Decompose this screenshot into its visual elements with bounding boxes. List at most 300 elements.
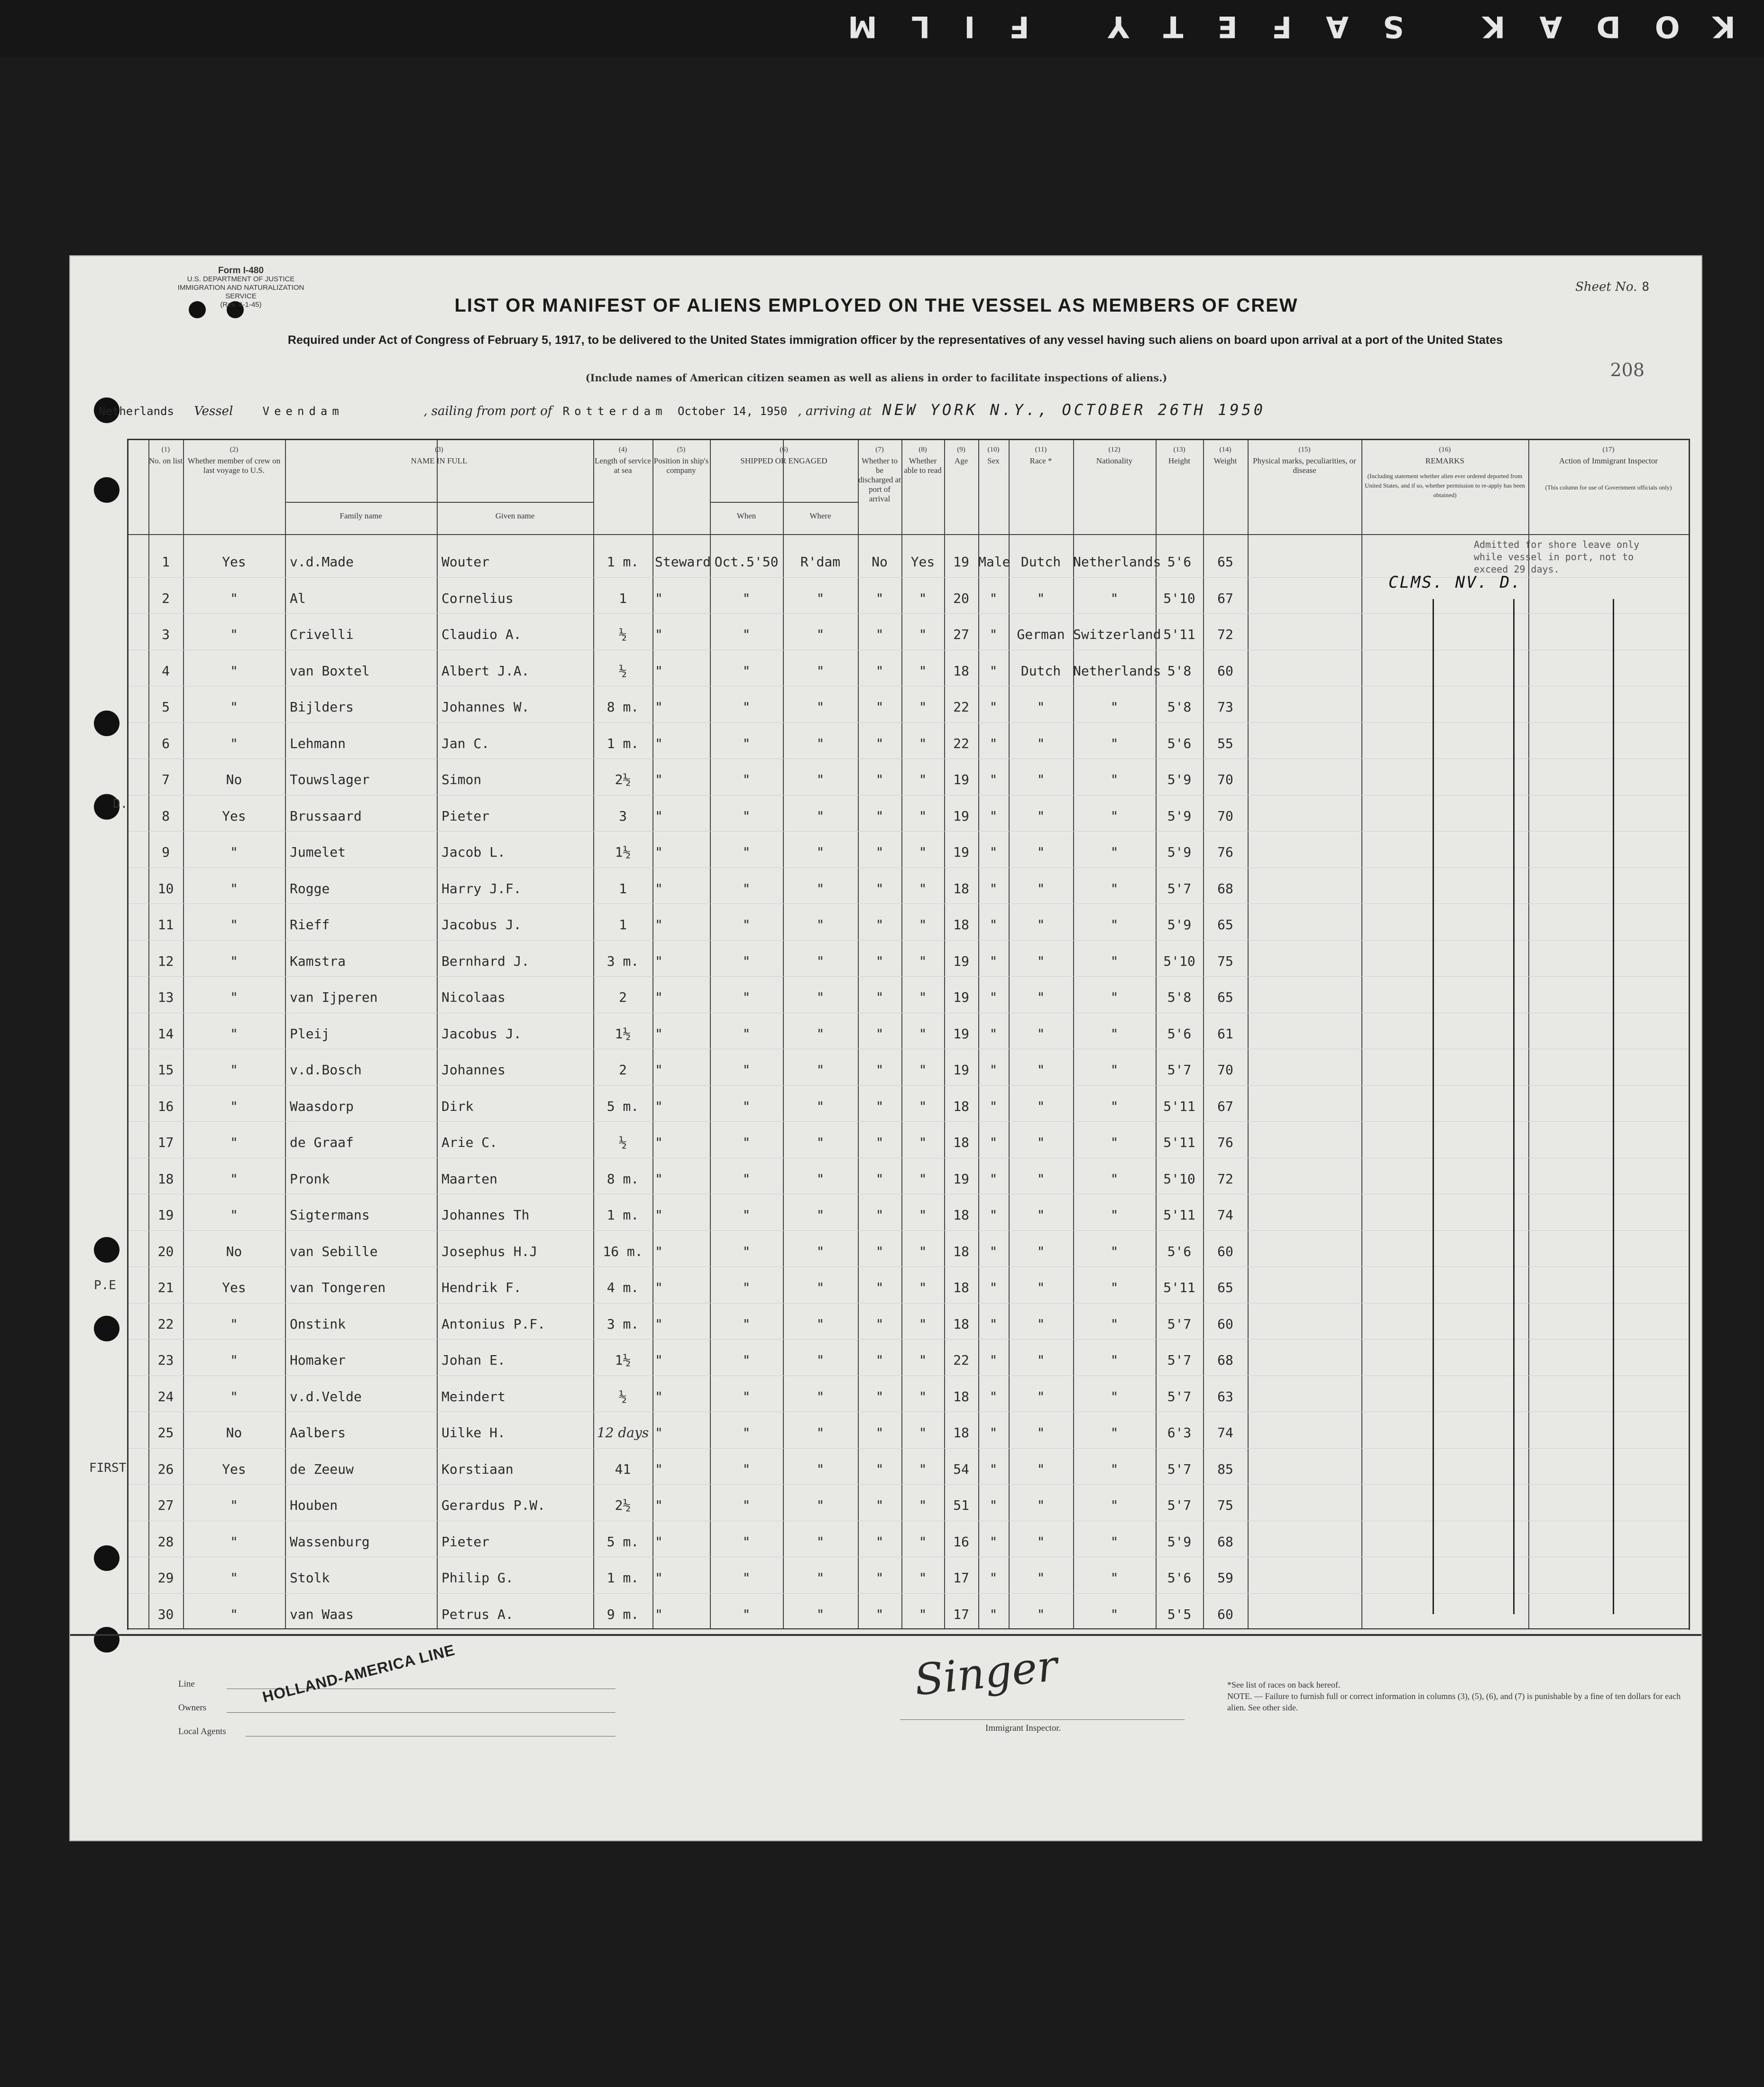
column-label: SHIPPED OR ENGAGED <box>740 456 827 465</box>
cell-service: 1 <box>619 917 627 933</box>
cell-position: " <box>655 627 663 642</box>
cell-family: van Tongeren <box>290 1280 386 1295</box>
cell-height: 5'11 <box>1163 1135 1195 1150</box>
cell-family: v.d.Velde <box>290 1388 362 1404</box>
cell-sex: " <box>989 1135 998 1150</box>
cell-weight: 70 <box>1217 808 1233 824</box>
cell-nationality: " <box>1110 1171 1119 1187</box>
cell-sex: " <box>989 917 998 933</box>
cell-nationality: " <box>1110 1570 1119 1586</box>
cell-position: " <box>655 953 663 969</box>
column-divider <box>1248 440 1249 1628</box>
cell-family: v.d.Made <box>290 554 354 570</box>
cell-where: " <box>816 1425 825 1441</box>
page-title: LIST OR MANIFEST OF ALIENS EMPLOYED ON THE VESSEL AS MEMBERS OF CREW <box>454 295 1298 316</box>
cell-no: 27 <box>157 1497 174 1513</box>
cell-given: Pieter <box>441 1533 490 1550</box>
cell-weight: 70 <box>1217 1062 1233 1078</box>
cell-given: Simon <box>441 772 482 787</box>
cell-weight: 76 <box>1217 1135 1233 1150</box>
cell-read: " <box>919 1606 927 1622</box>
cell-read: " <box>919 1025 927 1042</box>
cell-prev: Yes <box>222 1461 246 1477</box>
cell-where: " <box>816 1025 825 1042</box>
cell-read: " <box>919 1098 927 1114</box>
cell-service: 2½ <box>615 1497 631 1513</box>
cell-given: Wouter <box>441 554 490 570</box>
column-number: (12) <box>1108 446 1121 453</box>
cell-prev: " <box>230 590 238 606</box>
column-header <box>858 445 901 504</box>
cell-age: 18 <box>953 880 969 896</box>
cell-position: " <box>655 1316 663 1332</box>
cell-discharged: " <box>875 808 884 824</box>
column-header <box>183 445 285 475</box>
cell-age: 17 <box>953 1570 969 1586</box>
cell-height: 5'5 <box>1167 1606 1192 1622</box>
cell-age: 20 <box>953 590 969 606</box>
cell-service: 8 m. <box>606 699 639 715</box>
cell-age: 19 <box>953 554 969 570</box>
cell-position: " <box>655 663 663 679</box>
column-number: (17) <box>1602 446 1615 453</box>
cell-race: " <box>1037 1388 1045 1404</box>
cell-weight: 60 <box>1217 1316 1233 1332</box>
cell-nationality: " <box>1110 844 1119 860</box>
cell-position: " <box>655 1062 663 1078</box>
cell-discharged: " <box>875 1243 884 1259</box>
cell-weight: 75 <box>1217 1497 1233 1513</box>
cell-position: " <box>655 1533 663 1550</box>
cell-age: 22 <box>953 735 969 751</box>
cell-given: Harry J.F. <box>441 880 522 896</box>
column-number: (15) <box>1298 446 1311 453</box>
cell-nationality: " <box>1110 880 1119 896</box>
column-label: Whether member of crew on last voyage to U.S. <box>187 456 281 475</box>
cell-age: 18 <box>953 1388 969 1404</box>
remarks-typed: Admitted for shore leave only while vessel in port, not to exceed 29 days. <box>1474 539 1640 575</box>
signature-line <box>900 1719 1185 1720</box>
film-border <box>0 0 1764 57</box>
cell-where: " <box>816 1098 825 1114</box>
cell-prev: " <box>230 1171 238 1187</box>
cell-height: 5'8 <box>1167 699 1192 715</box>
cell-when: " <box>742 953 751 969</box>
cell-discharged: " <box>875 1425 884 1441</box>
cell-height: 5'10 <box>1163 1171 1195 1187</box>
cell-weight: 85 <box>1217 1461 1233 1477</box>
cell-when: " <box>742 1461 751 1477</box>
cell-race: " <box>1037 772 1045 787</box>
cell-family: Rogge <box>290 880 330 896</box>
cell-prev: " <box>230 699 238 715</box>
cell-discharged: " <box>875 1316 884 1332</box>
cell-read: " <box>919 953 927 969</box>
cell-race: " <box>1037 880 1045 896</box>
cell-no: 1 <box>162 554 170 570</box>
shipped-subheader-divider <box>710 502 858 503</box>
cell-given: Arie C. <box>441 1135 498 1150</box>
cell-race: " <box>1037 735 1045 751</box>
cell-service: 1 m. <box>606 735 639 751</box>
cell-sex: " <box>989 1243 998 1259</box>
cell-weight: 67 <box>1217 590 1233 606</box>
column-divider <box>1528 440 1529 1628</box>
cell-family: de Graaf <box>290 1135 354 1150</box>
row-rule <box>129 976 1689 977</box>
cell-discharged: " <box>875 1171 884 1187</box>
row-rule <box>129 940 1689 941</box>
cell-nationality: " <box>1110 1243 1119 1259</box>
cell-discharged: " <box>875 590 884 606</box>
race-note: *See list of races on back hereof. <box>1227 1680 1341 1690</box>
cell-service: ½ <box>619 627 627 642</box>
sheet-label: Sheet No. <box>1575 280 1637 294</box>
name-subheader-divider <box>285 502 593 503</box>
cell-given: Johan E. <box>441 1352 505 1368</box>
cell-age: 18 <box>953 1207 969 1223</box>
cell-discharged: " <box>875 627 884 642</box>
cell-nationality: " <box>1110 1025 1119 1042</box>
cell-no: 3 <box>162 627 170 642</box>
cell-prev: No <box>226 1425 242 1441</box>
cell-given: Nicolaas <box>441 989 505 1005</box>
column-label: Whether to be discharged at port of arrival <box>858 456 901 503</box>
cell-read: " <box>919 1171 927 1187</box>
cell-height: 5'9 <box>1167 844 1192 860</box>
cell-family: Bijlders <box>290 699 354 715</box>
cell-where: " <box>816 1171 825 1187</box>
column-header <box>652 445 710 475</box>
cell-discharged: " <box>875 1025 884 1042</box>
cell-position: " <box>655 1171 663 1187</box>
subtitle-note: (Include names of American citizen seamen as well as aliens in order to facilitate inspections of aliens.) <box>585 372 1167 384</box>
cell-read: " <box>919 627 927 642</box>
service: IMMIGRATION AND NATURALIZATION SERVICE <box>177 284 304 300</box>
cell-read: " <box>919 844 927 860</box>
cell-no: 25 <box>157 1425 174 1441</box>
cell-given: Claudio A. <box>441 627 522 642</box>
cell-height: 5'10 <box>1163 953 1195 969</box>
cell-weight: 60 <box>1217 663 1233 679</box>
cell-discharged: " <box>875 1280 884 1295</box>
cell-read: " <box>919 1570 927 1586</box>
cell-nationality: " <box>1110 1461 1119 1477</box>
subtitle: Required under Act of Congress of February 5, 1917, to be delivered to the United States immigration officer by the representatives of any vessel having such aliens on board upon arrival at a port of the United States <box>287 333 1503 347</box>
cell-where: " <box>816 1280 825 1295</box>
cell-sex: " <box>989 1461 998 1477</box>
cell-where: " <box>816 663 825 679</box>
cell-no: 9 <box>162 844 170 860</box>
cell-prev: " <box>230 1388 238 1404</box>
cell-no: 18 <box>157 1171 174 1187</box>
cell-given: Jacob L. <box>441 844 505 860</box>
cell-family: Rieff <box>290 917 330 933</box>
cell-sex: " <box>989 808 998 824</box>
cell-family: Lehmann <box>290 735 346 751</box>
cell-height: 5'6 <box>1167 554 1192 570</box>
cell-service: 2½ <box>615 772 631 787</box>
form-number: Form I-480 <box>218 266 264 276</box>
cell-prev: " <box>230 989 238 1005</box>
column-number: (11) <box>1035 446 1047 453</box>
cell-race: " <box>1037 1025 1045 1042</box>
cell-height: 5'11 <box>1163 1207 1195 1223</box>
cell-when: " <box>742 1207 751 1223</box>
cell-read: " <box>919 699 927 715</box>
cell-where: " <box>816 699 825 715</box>
column-number: (5) <box>677 446 686 453</box>
row-rule <box>129 1266 1689 1267</box>
column-label: Age <box>954 456 968 465</box>
cell-weight: 65 <box>1217 1280 1233 1295</box>
cell-given: Meindert <box>441 1388 505 1404</box>
column-header <box>710 445 858 466</box>
cell-family: van Waas <box>290 1606 354 1622</box>
crew-table <box>127 439 1690 1630</box>
cell-sex: " <box>989 1497 998 1513</box>
sheet-number <box>1575 280 1649 294</box>
cell-given: Uilke H. <box>441 1425 505 1441</box>
cell-when: " <box>742 1388 751 1404</box>
cell-service: 3 m. <box>606 1316 639 1332</box>
cell-age: 22 <box>953 699 969 715</box>
cell-discharged: " <box>875 917 884 933</box>
cell-given: Jan C. <box>441 735 490 751</box>
column-label: Family name <box>340 511 382 520</box>
cell-family: Stolk <box>290 1570 330 1586</box>
cell-race: " <box>1037 699 1045 715</box>
cell-weight: 55 <box>1217 735 1233 751</box>
cell-sex: " <box>989 989 998 1005</box>
cell-discharged: " <box>875 663 884 679</box>
cell-race: " <box>1037 1497 1045 1513</box>
cell-given: Pieter <box>441 808 490 824</box>
cell-when: " <box>742 1533 751 1550</box>
cell-service: ½ <box>619 1135 627 1150</box>
cell-height: 5'6 <box>1167 1243 1192 1259</box>
cell-read: " <box>919 663 927 679</box>
cell-where: " <box>816 917 825 933</box>
cell-where: " <box>816 1352 825 1368</box>
cell-age: 22 <box>953 1352 969 1368</box>
cell-no: 14 <box>157 1025 174 1042</box>
cell-discharged: " <box>875 1062 884 1078</box>
flag: Netherlands <box>99 405 174 418</box>
cell-service: 1 <box>619 880 627 896</box>
agents-label: Local Agents <box>178 1727 226 1736</box>
cell-position: " <box>655 1280 663 1295</box>
cell-when: " <box>742 1497 751 1513</box>
cell-position: " <box>655 1570 663 1586</box>
sailing-date: October 14, 1950 <box>677 405 788 418</box>
cell-race: " <box>1037 953 1045 969</box>
column-header <box>1361 445 1528 466</box>
cell-nationality: " <box>1110 1062 1119 1078</box>
cell-nationality: " <box>1110 1316 1119 1332</box>
cell-sex: " <box>989 1171 998 1187</box>
cell-prev: " <box>230 1135 238 1150</box>
cell-where: " <box>816 1207 825 1223</box>
cell-nationality: " <box>1110 953 1119 969</box>
agent-stamp: HOLLAND-AMERICA LINE <box>260 1641 457 1706</box>
cell-read: " <box>919 1062 927 1078</box>
column-header <box>1203 445 1248 466</box>
cell-service: 8 m. <box>606 1171 639 1187</box>
cell-nationality: " <box>1110 772 1119 787</box>
cell-service: 4 m. <box>606 1280 639 1295</box>
cell-sex: Male <box>978 554 1011 570</box>
cell-given: Maarten <box>441 1171 498 1187</box>
cell-read: " <box>919 735 927 751</box>
column-header <box>148 445 183 466</box>
punch-hole-icon <box>94 477 119 503</box>
row-rule <box>129 613 1689 614</box>
cell-when: " <box>742 844 751 860</box>
cell-when: " <box>742 989 751 1005</box>
vessel-line <box>99 401 1663 419</box>
cell-age: 18 <box>953 1280 969 1295</box>
cell-where: " <box>816 590 825 606</box>
cell-position: " <box>655 772 663 787</box>
cell-prev: " <box>230 844 238 860</box>
column-label: REMARKS <box>1425 456 1465 465</box>
cell-read: " <box>919 590 927 606</box>
cell-prev: " <box>230 1207 238 1223</box>
cell-where: " <box>816 735 825 751</box>
cell-race: Dutch <box>1020 663 1061 679</box>
cell-no: 17 <box>157 1135 174 1150</box>
cell-family: Wassenburg <box>290 1533 370 1550</box>
cell-when: " <box>742 590 751 606</box>
cell-read: " <box>919 1243 927 1259</box>
cell-sex: " <box>989 844 998 860</box>
cell-family: van Boxtel <box>290 663 370 679</box>
row-rule <box>129 1121 1689 1122</box>
cell-race: " <box>1037 1062 1045 1078</box>
cell-nationality: " <box>1110 808 1119 824</box>
cell-sex: " <box>989 1425 998 1441</box>
cell-family: Al <box>290 590 306 606</box>
line-label: Line <box>178 1679 195 1689</box>
column-header <box>1361 471 1528 500</box>
cell-when: " <box>742 1280 751 1295</box>
column-number: (10) <box>987 446 1000 453</box>
cell-nationality: Switzerland <box>1073 627 1161 642</box>
cell-prev: " <box>230 1497 238 1513</box>
cell-where: " <box>816 1062 825 1078</box>
cell-weight: 63 <box>1217 1388 1233 1404</box>
cell-position: " <box>655 1461 663 1477</box>
cell-where: R'dam <box>800 554 841 570</box>
cell-service: 2 <box>619 1062 627 1078</box>
cell-nationality: " <box>1110 1533 1119 1550</box>
cell-sex: " <box>989 627 998 642</box>
cell-height: 6'3 <box>1167 1425 1192 1441</box>
cell-no: 6 <box>162 735 170 751</box>
cell-where: " <box>816 953 825 969</box>
cell-prev: " <box>230 880 238 896</box>
cell-read: " <box>919 917 927 933</box>
cell-weight: 74 <box>1217 1425 1233 1441</box>
cell-age: 54 <box>953 1461 969 1477</box>
column-number: (16) <box>1439 446 1451 453</box>
cell-age: 18 <box>953 1243 969 1259</box>
column-label: Action of Immigrant Inspector <box>1559 456 1658 465</box>
column-label: (This column for use of Government officials only) <box>1545 484 1672 491</box>
cell-no: 26 <box>157 1461 174 1477</box>
cell-read: " <box>919 1461 927 1477</box>
cell-sex: " <box>989 1062 998 1078</box>
cell-height: 5'6 <box>1167 1570 1192 1586</box>
column-label: No. on list <box>148 456 183 465</box>
department: U.S. DEPARTMENT OF JUSTICE <box>187 275 295 283</box>
cell-when: " <box>742 880 751 896</box>
cell-when: " <box>742 1098 751 1114</box>
cell-height: 5'8 <box>1167 989 1192 1005</box>
vessel-label: Vessel <box>194 404 233 418</box>
film-edge-text: KODAK SAFETY FILM <box>814 9 1736 44</box>
margin-note-row20: P.E <box>94 1278 116 1293</box>
cell-family: de Zeeuw <box>290 1461 354 1477</box>
cell-sex: " <box>989 1533 998 1550</box>
cell-height: 5'9 <box>1167 1533 1192 1550</box>
cell-when: " <box>742 1606 751 1622</box>
cell-when: " <box>742 663 751 679</box>
row-rule <box>129 1085 1689 1086</box>
cell-discharged: " <box>875 1461 884 1477</box>
column-header <box>593 445 652 475</box>
cell-discharged: " <box>875 1533 884 1550</box>
cell-when: " <box>742 1171 751 1187</box>
cell-where: " <box>816 1316 825 1332</box>
cell-service: 1½ <box>615 1025 631 1042</box>
cell-discharged: " <box>875 844 884 860</box>
column-label: Physical marks, peculiarities, or disease <box>1253 456 1356 475</box>
cell-sex: " <box>989 735 998 751</box>
cell-no: 15 <box>157 1062 174 1078</box>
sailing-label: , sailing from port of <box>423 404 552 418</box>
cell-no: 13 <box>157 989 174 1005</box>
cell-given: Antonius P.F. <box>441 1316 546 1332</box>
cell-prev: " <box>230 627 238 642</box>
cell-when: " <box>742 917 751 933</box>
cell-where: " <box>816 844 825 860</box>
cell-weight: 74 <box>1217 1207 1233 1223</box>
cell-age: 19 <box>953 1025 969 1042</box>
cell-age: 18 <box>953 1135 969 1150</box>
cell-sex: " <box>989 663 998 679</box>
cell-height: 5'7 <box>1167 1062 1192 1078</box>
cell-race: " <box>1037 989 1045 1005</box>
cell-prev: " <box>230 1098 238 1114</box>
cell-position: " <box>655 1207 663 1223</box>
cell-height: 5'6 <box>1167 1025 1192 1042</box>
cell-weight: 68 <box>1217 880 1233 896</box>
cell-when: Oct.5'50 <box>714 554 779 570</box>
cell-weight: 76 <box>1217 844 1233 860</box>
manifest-sheet <box>70 256 1701 1840</box>
cell-service: ½ <box>619 1388 627 1404</box>
cell-age: 19 <box>953 1171 969 1187</box>
inspector-label: Immigrant Inspector. <box>985 1723 1061 1733</box>
cell-no: 12 <box>157 953 174 969</box>
cell-service: 1 <box>619 590 627 606</box>
cell-no: 16 <box>157 1098 174 1114</box>
cell-service: 1½ <box>615 844 631 860</box>
cell-sex: " <box>989 1388 998 1404</box>
cell-service: 1 m. <box>606 554 639 570</box>
